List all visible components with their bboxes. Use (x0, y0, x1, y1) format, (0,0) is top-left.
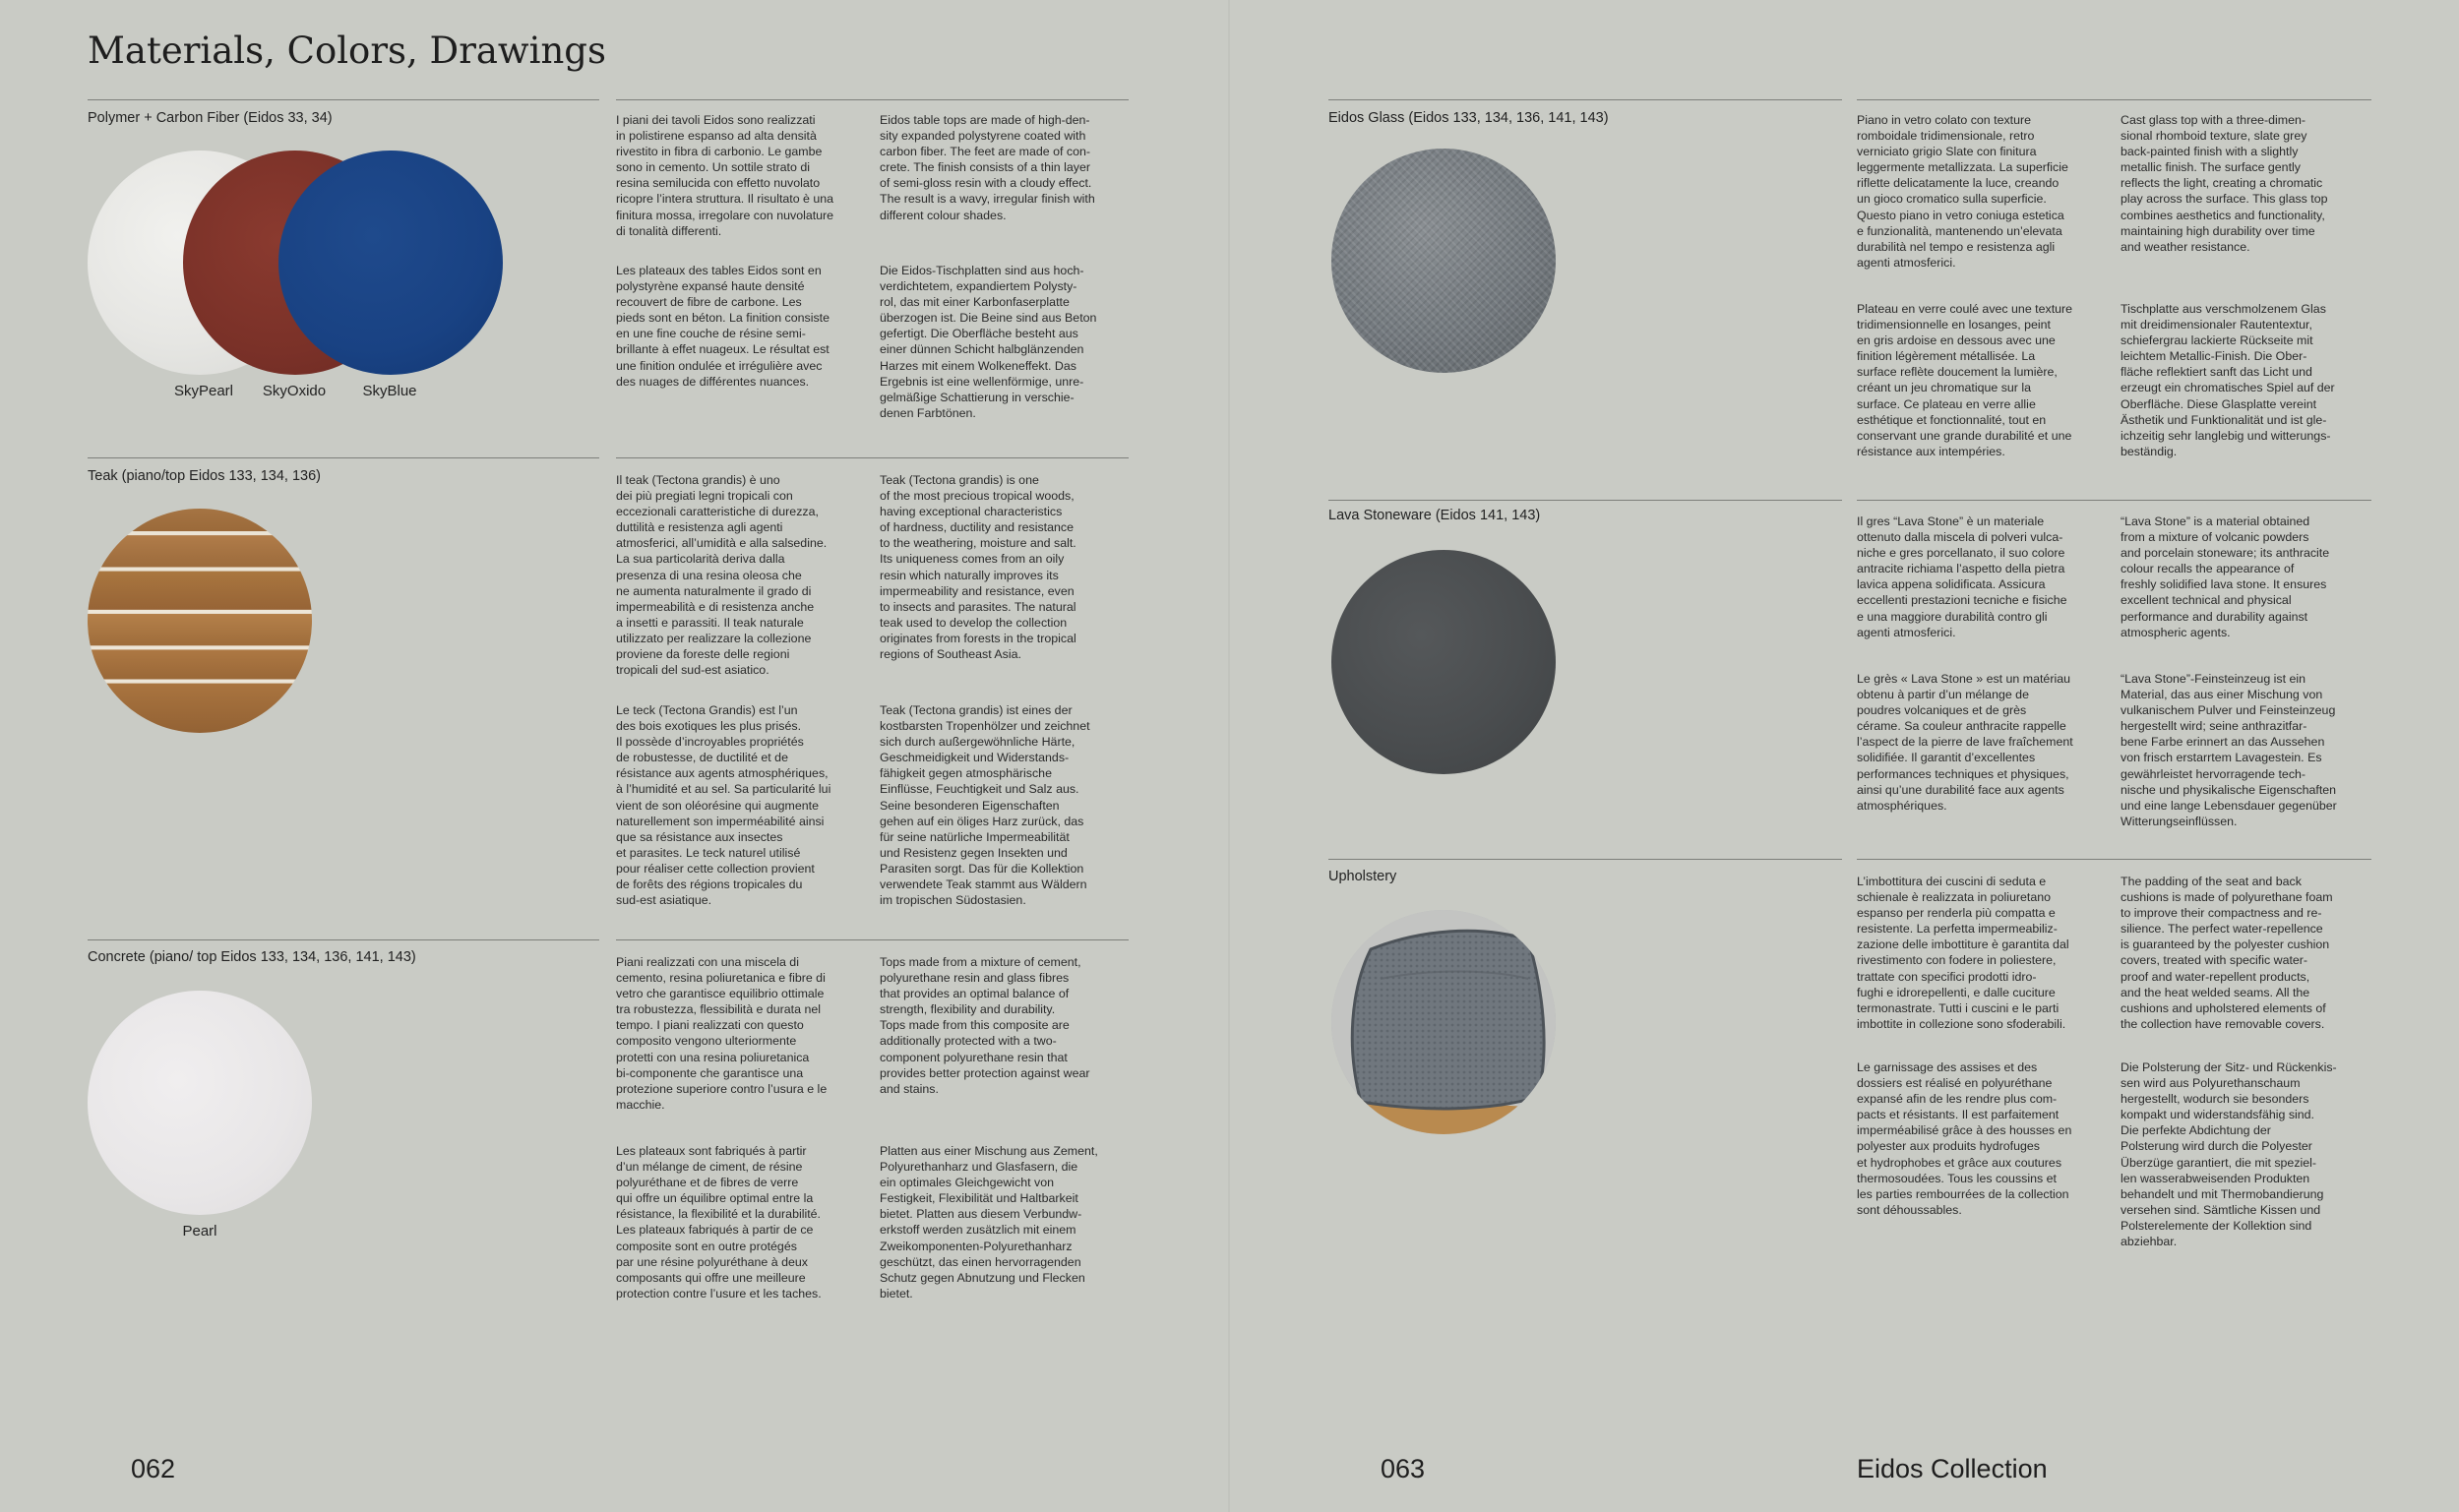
page-title: Materials, Colors, Drawings (88, 30, 606, 72)
swatch-caption: SkyOxido (262, 383, 327, 399)
text-german: Teak (Tectona grandis) ist eines der kostbarsten Tropenhölzer und zeichnet sich durch außergewöhnliche Härte, Geschmeidigkeit und Widerstands- fähigkeit gegen atmosphärische Einflüsse, Feuchtigkeit und Salz aus. Seine besonderen Eigenschaften gehen auf ein öliges Harz zurück, das für seine natürliche Impermeabilität und Resistenz gegen Insekten und Parasiten sorgt. Das für die Kollektion verwendete Teak stammt aus Wäldern im tropischen Südostasien. (880, 703, 1090, 908)
swatch-caption: SkyBlue (362, 383, 417, 399)
text-italian: Il gres “Lava Stone” è un materiale ottenuto dalla miscela di polveri vulca- niche e gres porcellanato, il suo colore antracite richiama l’aspetto della pietra lavica appena solidificata. Assicura eccellenti prestazioni tecniche e fisiche e una maggiore durabilità contro gli agenti atmosferici. (1857, 514, 2067, 639)
text-italian: Piano in vetro colato con texture romboidale tridimensionale, retro verniciato grigio Slate con finitura leggermente metallizzata. La superficie riflette delicatamente la luce, creando un gioco cromatico sulla superficie. Questo piano in vetro coniuga estetica e funzionalità, mantenendo un’elevata durabilità nel tempo e resistenza agli agenti atmosferici. (1857, 113, 2068, 270)
collection-name: Eidos Collection (1857, 1454, 2048, 1483)
section-divider (88, 99, 599, 100)
page-number: 062 (131, 1454, 176, 1483)
section-divider (616, 99, 1129, 100)
text-german: Die Polsterung der Sitz- und Rückenkis- sen wird aus Polyurethanschaum hergestellt, wodurch sie besonders kompakt und widerstandsfähig sind. Die perfekte Abdichtung der Polsterung wird durch die Polyester Überzüge garantiert, die mit speziel- len wasserabweisenden Produkten behandelt und mit Thermobandierung versehen sind. Sämtliche Kissen und Polsterelemente der Kollektion sind abziehbar. (2121, 1060, 2337, 1249)
swatch-upholstery (1331, 910, 1556, 1134)
cushion-illustration (1331, 910, 1556, 1134)
text-english: Eidos table tops are made of high-den- sity expanded polystyrene coated with carbon fiber. The feet are made of con- crete. The finish consists of a thin layer of semi-gloss resin with a cloudy effect. The result is a wavy, irregular finish with different colour shades. (880, 113, 1095, 222)
page-number: 063 (1381, 1454, 1426, 1483)
text-german: Platten aus einer Mischung aus Zement, Polyurethanharz und Glasfasern, die ein optimales Gleichgewicht von Festigkeit, Flexibilität und Haltbarkeit bietet. Platten aus diesem Verbundw- erkstoff werden zusätzlich mit einem Zweikomponenten-Polyurethanharz geschützt, das einen hervorragenden Schutz gegen Abnutzung und Flecken bietet. (880, 1144, 1098, 1300)
text-english: Cast glass top with a three-dimen- sional rhomboid texture, slate grey back-painted finish with a slightly metallic finish. The surface gently reflects the light, creating a chromatic play across the surface. This glass top combines aesthetics and functionality, maintaining high durability over time and weather resistance. (2121, 113, 2328, 254)
section-divider (1857, 99, 2371, 100)
section-divider (616, 939, 1129, 940)
swatch-caption: SkyPearl (173, 383, 234, 399)
section-label-polymer: Polymer + Carbon Fiber (Eidos 33, 34) (88, 110, 333, 126)
left-page (0, 0, 1228, 1512)
section-divider (1328, 859, 1842, 860)
text-italian: Piani realizzati con una miscela di cemento, resina poliuretanica e fibre di vetro che garantisce equilibrio ottimale tra robustezza, flessibilità e durata nel tempo. I piani realizzati con questo composito vengono ulteriormente protetti con una resina poliuretanica bi-componente che garantisce una protezione superiore contro l’usura e le macchie. (616, 955, 828, 1112)
swatch-pearl (88, 991, 312, 1215)
text-english: “Lava Stone” is a material obtained from a mixture of volcanic powders and porcelain stoneware; its anthracite colour recalls the appearance of freshly solidified lava stone. It ensures excellent technical and physical performance and durability against atmospheric agents. (2121, 514, 2330, 639)
text-italian: I piani dei tavoli Eidos sono realizzati in polistirene espanso ad alta densità rivestito in fibra di carbonio. Le gambe sono in cemento. Un sottile strato di resina semilucida con effetto nuvolato ricopre l’intera struttura. Il risultato è una finitura mossa, irregolare con nuvolature di tonalità differenti. (616, 113, 834, 238)
section-divider (1328, 500, 1842, 501)
text-english: Teak (Tectona grandis) is one of the most precious tropical woods, having exceptional characteristics of hardness, ductility and resistance to the weathering, moisture and salt. Its uniqueness comes from an oily resin which naturally improves its impermeability and resistance, even to insects and parasites. The natural teak used to develop the collection originates from forests in the tropical regions of Southeast Asia. (880, 473, 1076, 662)
text-german: Tischplatte aus verschmolzenem Glas mit dreidimensionaler Rautentextur, schiefergrau lackierte Rückseite mit leichtem Metallic-Finish. Die Ober- fläche reflektiert sanft das Licht und erzeugt ein chromatisches Spiel auf der Oberfläche. Diese Glasplatte vereint Ästhetik und Funktionalität und ist gle- ichzeitig sehr langlebig und witterungs- beständig. (2121, 302, 2335, 458)
text-french: Les plateaux sont fabriqués à partir d’un mélange de ciment, de résine polyuréthane et de fibres de verre qui offre un équilibre optimal entre la résistance, la flexibilité et la durabilité. Les plateaux fabriqués à partir de ce composite sont en outre protégés par une résine polyuréthane à deux composants qui offre une meilleure protection contre l’usure et les taches. (616, 1144, 822, 1300)
text-german: “Lava Stone”-Feinsteinzeug ist ein Material, das aus einer Mischung von vulkanischem Pulver und Feinsteinzeug hergestellt wird; seine anthrazitfar- bene Farbe erinnert an das Aussehen von frisch erstarrtem Lavagestein. Es gewährleistet hervorragende tech- nische und physikalische Eigenschaften und eine lange Lebensdauer gegenüber Witterungseinflüssen. (2121, 672, 2337, 828)
text-italian: L’imbottitura dei cuscini di seduta e schienale è realizzata in poliuretano espanso per renderla più compatta e resistente. La perfetta impermeabiliz- zazione delle imbottiture è garantita dal rivestimento con fodere in poliestere, trattate con specifici prodotti idro- fughi e idrorepellenti, e dalle cuciture termonastrate. Tutti i cuscini e le parti imbottite in collezione sono sfoderabili. (1857, 875, 2069, 1031)
right-page (1230, 0, 2459, 1512)
text-french: Le teck (Tectona Grandis) est l’un des bois exotiques les plus prisés. Il possède d’incroyables propriétés de robustesse, de ductilité et de résistance aux agents atmosphériques, à l’humidité et au sel. Sa particularité lui vient de son oléorésine qui augmente naturellement son imperméabilité ainsi que sa résistance aux insectes et parasites. Le teck naturel utilisé pour réaliser cette collection provient de forêts des régions tropicales du sud-est asiatique. (616, 703, 831, 908)
swatch-caption: Pearl (182, 1223, 217, 1240)
text-french: Le grès « Lava Stone » est un matériau obtenu à partir d’un mélange de poudres volcaniques et de grès cérame. Sa couleur anthracite rappelle l’aspect de la pierre de lave fraîchement solidifiée. Il garantit d’excellentes performances techniques et physiques, ainsi qu’une durabilité face aux agents atmosphériques. (1857, 672, 2073, 813)
section-label-lava: Lava Stoneware (Eidos 141, 143) (1328, 508, 1541, 523)
section-divider (616, 457, 1129, 458)
section-divider (1857, 859, 2371, 860)
text-english: The padding of the seat and back cushions is made of polyurethane foam to improve their compactness and re- silience. The perfect water-repellence is guaranteed by the polyester cushion covers, treated with specific water- proof and water-repellent products, and the heat welded seams. All the cushions and upholstered elements of the collection have removable covers. (2121, 875, 2333, 1031)
section-divider (1328, 99, 1842, 100)
section-divider (1857, 500, 2371, 501)
section-label-teak: Teak (piano/top Eidos 133, 134, 136) (88, 468, 321, 484)
swatch-glass (1331, 149, 1556, 373)
text-french: Plateau en verre coulé avec une texture tridimensionnelle en losanges, peint en gris ardoise en dessous avec une finition légèrement métallisée. La surface reflète doucement la lumière, créant un jeu chromatique sur la surface. Ce plateau en verre allie esthétique et fonctionnalité, tout en conservant une grande durabilité et une résistance aux intempéries. (1857, 302, 2073, 458)
swatch-skyblue (278, 151, 503, 375)
section-label-upholstery: Upholstery (1328, 869, 1397, 884)
section-divider (88, 939, 599, 940)
swatch-teak (88, 509, 312, 733)
text-english: Tops made from a mixture of cement, polyurethane resin and glass fibres that provides an optimal balance of strength, flexibility and durability. Tops made from this composite are additionally protected with a two- component polyurethane resin that provides better protection against wear and stains. (880, 955, 1090, 1096)
text-french: Le garnissage des assises et des dossiers est réalisé en polyuréthane expansé afin de les rendre plus com- pacts et résistants. Il est parfaitement imperméabilisé grâce à des housses en polyester aux produits hydrofuges et hydrophobes et grâce aux coutures thermosoudées. Tous les coussins et les parties rembourrées de la collection sont déhoussables. (1857, 1060, 2072, 1217)
section-label-concrete: Concrete (piano/ top Eidos 133, 134, 136, 141, 143) (88, 949, 416, 965)
text-french: Les plateaux des tables Eidos sont en polystyrène expansé haute densité recouvert de fibre de carbone. Les pieds sont en béton. La finition consiste en une fine couche de résine semi- brillante à effet nuageux. Le résultat est une finition ondulée et irrégulière avec des nuages de différentes nuances. (616, 264, 830, 389)
swatch-lava-stone (1331, 550, 1556, 774)
section-label-glass: Eidos Glass (Eidos 133, 134, 136, 141, 143) (1328, 110, 1609, 126)
text-german: Die Eidos-Tischplatten sind aus hoch- verdichtetem, expandiertem Polysty- rol, das mit einer Karbonfaserplatte überzogen ist. Die Beine sind aus Beton gefertigt. Die Oberfläche besteht aus einer dünnen Schicht halbglänzenden Harzes mit einem Wolkeneffekt. Das Ergebnis ist eine wellenförmige, unre- gelmäßige Schattierung in verschie- denen Farbtönen. (880, 264, 1097, 420)
section-divider (88, 457, 599, 458)
text-italian: Il teak (Tectona grandis) è uno dei più pregiati legni tropicali con eccezionali caratteristiche di durezza, duttilità e resistenza agli agenti atmosferici, all’umidità e alla salsedine. La sua particolarità deriva dalla presenza di una resina oleosa che ne aumenta naturalmente il grado di impermeabilità e di resistenza anche a insetti e parassiti. Il teak naturale utilizzato per realizzare la collezione proviene da foreste delle regioni tropicali del sud-est asiatico. (616, 473, 828, 678)
